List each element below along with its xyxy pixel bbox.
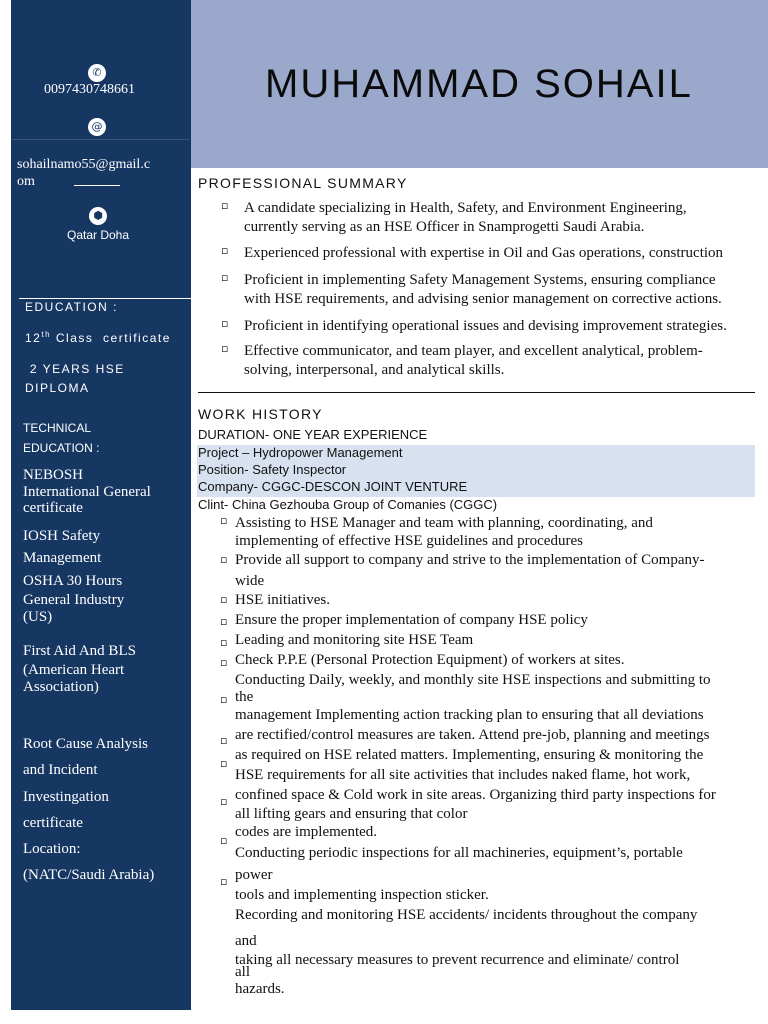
bullet-icon: ▫: [220, 656, 228, 669]
technical-education-title: TECHNICAL EDUCATION :: [23, 421, 100, 455]
bullet-icon: ▫: [221, 199, 229, 212]
cert-root-cause-analysis: Root Cause Analysis and Incident Investingation certificate Location: (NATC/Saudi Arabia): [23, 736, 155, 884]
work-history-title: WORK HISTORY: [198, 406, 323, 422]
candidate-name: MUHAMMAD SOHAIL: [265, 62, 693, 106]
work-line: hazards.: [235, 981, 285, 997]
section-divider: [198, 392, 755, 393]
work-line: Conducting Daily, weekly, and monthly site HSE inspections and submitting to: [235, 672, 711, 688]
summary-item: A candidate specializing in Health, Safety, and Environment Engineering, currently serving as an HSE Officer in Snamprogetti Saudi Arabia.: [244, 200, 687, 235]
bullet-icon: ▫: [220, 636, 228, 649]
work-line: confined space & Cold work in site areas. Organizing third party inspections for: [235, 787, 716, 803]
cert-nebosh: NEBOSH International General certificate: [23, 467, 151, 516]
job-duration: DURATION- ONE YEAR EXPERIENCE: [198, 427, 428, 442]
education-title: EDUCATION :: [25, 300, 118, 314]
work-line: and: [235, 933, 257, 949]
divider: [19, 298, 191, 299]
bullet-icon: ▫: [220, 593, 228, 606]
bullet-icon: ▫: [220, 875, 228, 888]
work-line: wide: [235, 573, 265, 589]
job-client: Clint- China Gezhouba Group of Comanies (CGGC): [198, 497, 498, 512]
work-line: all: [235, 964, 250, 980]
summary-item: Experienced professional with expertise in Oil and Gas operations, construction: [244, 245, 724, 261]
work-line: implementing of effective HSE guidelines and procedures: [235, 533, 583, 549]
bullet-icon: ▫: [220, 834, 228, 847]
work-line: HSE initiatives.: [235, 592, 330, 608]
work-line: HSE requirements for all site activities that includes naked flame, hot work,: [235, 767, 691, 783]
location: Qatar Doha: [67, 228, 130, 242]
job-company: Company- CGGC-DESCON JOINT VENTURE: [198, 479, 468, 494]
email-underline: [74, 185, 120, 186]
work-line: all lifting gears and ensuring that color: [235, 806, 468, 822]
bullet-icon: ▫: [220, 757, 228, 770]
work-line: as required on HSE related matters. Implementing, ensuring & monitoring the: [235, 747, 704, 763]
work-line: the: [235, 689, 254, 705]
email-line-2: om: [17, 174, 35, 189]
bullet-icon: ▫: [221, 244, 229, 257]
phone-icon: ✆: [88, 64, 106, 82]
summary-item: Effective communicator, and team player, and excellent analytical, problem- solving, interpersonal, and analytical skills.: [244, 343, 703, 378]
work-line: Ensure the proper implementation of company HSE policy: [235, 612, 588, 628]
cert-iosh: IOSH Safety Management: [23, 528, 102, 566]
bullet-icon: ▫: [220, 553, 228, 566]
work-line: power: [235, 867, 273, 883]
bullet-icon: ▫: [220, 514, 228, 527]
work-line: Recording and monitoring HSE accidents/ incidents throughout the company: [235, 907, 698, 923]
bullet-icon: ▫: [220, 693, 228, 706]
work-line: codes are implemented.: [235, 824, 378, 840]
work-line: Conducting periodic inspections for all machineries, equipment’s, portable: [235, 845, 683, 861]
bullet-icon: ▫: [220, 615, 228, 628]
work-line: management Implementing action tracking plan to ensuring that all deviations: [235, 707, 704, 723]
location-icon: ⬢: [89, 207, 107, 225]
work-line: taking all necessary measures to prevent recurrence and eliminate/ control: [235, 952, 680, 968]
education-item-diploma: 2 YEARS HSE DIPLOMA: [25, 362, 125, 395]
summary-item: Proficient in identifying operational issues and devising improvement strategies.: [244, 318, 727, 334]
work-line: Check P.P.E (Personal Protection Equipment) of workers at sites.: [235, 652, 625, 668]
phone-number: 0097430748661: [44, 82, 135, 97]
email-line-1: sohailnamo55@gmail.c: [17, 157, 151, 172]
job-project: Project – Hydropower Management: [198, 445, 403, 460]
divider: [12, 139, 190, 140]
work-line: Provide all support to company and strive to the implementation of Company-: [235, 552, 705, 568]
at-icon: @: [88, 118, 106, 136]
cert-osha: OSHA 30 Hours General Industry (US): [23, 573, 125, 625]
bullet-icon: ▫: [221, 317, 229, 330]
work-line: Leading and monitoring site HSE Team: [235, 632, 474, 648]
bullet-icon: ▫: [220, 795, 228, 808]
job-position: Position- Safety Inspector: [198, 462, 347, 477]
work-line: tools and implementing inspection sticker.: [235, 887, 489, 903]
bullet-icon: ▫: [220, 734, 228, 747]
bullet-icon: ▫: [221, 271, 229, 284]
bullet-icon: ▫: [221, 342, 229, 355]
work-line: are rectified/control measures are taken. Attend pre-job, planning and meetings: [235, 727, 710, 743]
education-item-class12: 12th Class certificate: [25, 330, 171, 345]
cert-first-aid: First Aid And BLS (American Heart Association): [23, 643, 136, 695]
summary-item: Proficient in implementing Safety Management Systems, ensuring compliance with HSE requirements, and advising senior management on corrective actions.: [244, 272, 722, 307]
professional-summary-title: PROFESSIONAL SUMMARY: [198, 175, 408, 191]
work-line: Assisting to HSE Manager and team with planning, coordinating, and: [235, 515, 653, 531]
